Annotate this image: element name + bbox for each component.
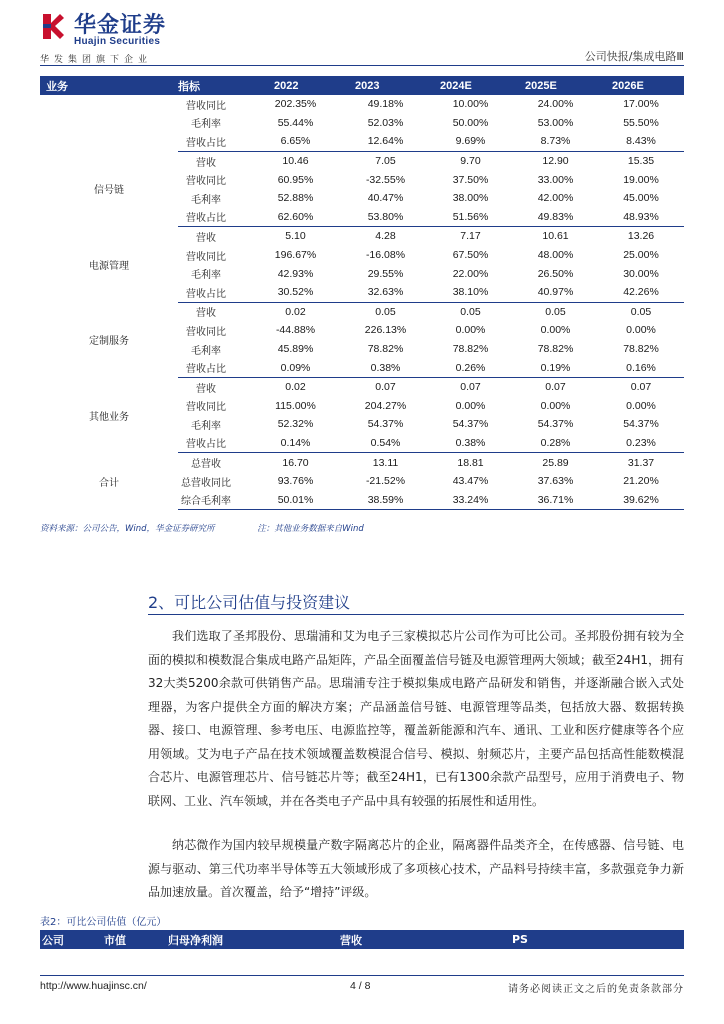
value-cell: 26.50% bbox=[537, 267, 574, 280]
value-cell: 54.37% bbox=[452, 418, 489, 431]
value-cell: 12.90 bbox=[542, 155, 569, 168]
value-cell: 18.81 bbox=[457, 456, 484, 469]
value-cell: 54.37% bbox=[367, 418, 404, 431]
value-cell: 0.00% bbox=[626, 399, 656, 412]
valuation-table bbox=[40, 930, 684, 949]
value-cell: 0.05 bbox=[460, 305, 481, 318]
value-cell: 55.44% bbox=[277, 116, 314, 129]
value-cell: 0.00% bbox=[540, 399, 571, 412]
value-cell: 53.00% bbox=[537, 116, 574, 129]
value-cell: 52.88% bbox=[277, 192, 314, 205]
metric-cell: 营收同比 bbox=[186, 251, 226, 263]
metric-cell: 营收 bbox=[196, 383, 216, 395]
value-cell: 0.07 bbox=[630, 381, 652, 394]
value-cell: 45.89% bbox=[277, 343, 314, 356]
value-cell: 25.89 bbox=[542, 456, 569, 469]
metric-cell: 营收同比 bbox=[186, 326, 226, 338]
value-cell: 0.09% bbox=[248, 358, 343, 377]
value-cell: 0.00% bbox=[455, 324, 486, 337]
value-cell: 10.61 bbox=[542, 230, 569, 243]
col-header-2023: 2023 bbox=[343, 76, 428, 95]
value-cell: 78.82% bbox=[537, 343, 574, 356]
value-cell: 43.47% bbox=[452, 475, 489, 488]
value-cell: 0.07 bbox=[375, 381, 396, 394]
col-header-2026e: 2026E bbox=[598, 76, 684, 95]
value-cell: 30.00% bbox=[623, 267, 659, 280]
col-header-2025e: 2025E bbox=[513, 76, 598, 95]
table-row bbox=[40, 95, 684, 114]
section-title: 2、可比公司估值与投资建议 bbox=[148, 593, 351, 612]
value-cell: 6.65% bbox=[248, 132, 343, 151]
value-cell: 8.43% bbox=[598, 132, 684, 151]
segment-cell: 定制服务 bbox=[89, 336, 129, 348]
value-cell: 52.03% bbox=[367, 116, 404, 129]
value-cell: 9.70 bbox=[460, 155, 481, 168]
value-cell: 33.24% bbox=[428, 490, 513, 509]
paragraph-comparables: 我们选取了圣邦股份、思瑞浦和艾为电子三家模拟芯片公司作为可比公司。圣邦股份拥有较为全面的模拟和模数混合集成电路产品矩阵，产品全面覆盖信号链及电源管理两大领域；截至24H1，拥有32大类5200余款可供销售产品。思瑞浦专注于模拟集成电路产品研发和销售，并逐渐融合嵌入式处理器，为客户提供全方面的解决方案；产品涵盖信号链、电源管理等品类，包括放大器、数据转换器、接口、电源管理、参考电压、电源监控等，覆盖新能源和汽车、通讯、工业和医疗健康等各个应用领域。艾为电子产品在技术领域覆盖数模混合信号、模拟、射频芯片，主要产品包括高性能数模混合芯片、电源管理芯片、信号链芯片等；截至24H1，已有1300余款产品型号，应用于消费电子、物联网、工业、汽车领域，并在各类电子产品中具有较强的拓展性和适用性。 bbox=[148, 629, 684, 808]
value-cell: 37.63% bbox=[537, 475, 574, 488]
value-cell: 42.93% bbox=[277, 267, 314, 280]
table-header-row bbox=[40, 76, 684, 95]
value-cell: 0.14% bbox=[248, 434, 343, 453]
value-cell: 36.71% bbox=[513, 490, 598, 509]
value-cell: 78.82% bbox=[452, 343, 489, 356]
value-cell: 38.10% bbox=[428, 283, 513, 302]
value-cell: 22.00% bbox=[452, 267, 489, 280]
value-cell: 115.00% bbox=[275, 399, 316, 412]
col-header-market-cap: 市值 bbox=[102, 930, 166, 949]
value-cell: 45.00% bbox=[623, 192, 659, 205]
metric-cell: 营收 bbox=[196, 308, 216, 320]
metric-cell: 营收占比 bbox=[178, 434, 248, 453]
segment-cell: 电源管理 bbox=[89, 260, 129, 272]
value-cell: 0.05 bbox=[375, 305, 396, 318]
segment-cell: 合计 bbox=[99, 477, 119, 489]
page-number: 4 / 8 bbox=[350, 980, 371, 992]
metric-cell: 营收占比 bbox=[178, 283, 248, 302]
value-cell: 0.00% bbox=[540, 324, 571, 337]
value-cell: 0.02 bbox=[285, 305, 306, 318]
table2-title: 表2：可比公司估值（亿元） bbox=[40, 917, 167, 928]
table2-header-row bbox=[40, 930, 684, 949]
value-cell: 37.50% bbox=[452, 173, 489, 186]
value-cell: 0.23% bbox=[598, 434, 684, 453]
value-cell: 19.00% bbox=[623, 173, 659, 186]
value-cell: 10.46 bbox=[282, 155, 309, 168]
value-cell: 78.82% bbox=[367, 343, 404, 356]
group-affiliation: 华发集团旗下企业 bbox=[40, 55, 153, 65]
value-cell: 48.00% bbox=[537, 249, 574, 262]
value-cell: 0.02 bbox=[285, 381, 306, 394]
value-cell: 38.59% bbox=[343, 490, 428, 509]
value-cell: 55.50% bbox=[623, 116, 659, 129]
value-cell: 49.83% bbox=[513, 208, 598, 227]
table-row bbox=[40, 453, 684, 472]
value-cell: 21.20% bbox=[623, 475, 659, 488]
metric-cell: 毛利率 bbox=[191, 270, 221, 282]
value-cell: 62.60% bbox=[248, 208, 343, 227]
value-cell: 13.26 bbox=[627, 230, 655, 243]
col-header-ps: PS bbox=[510, 930, 684, 949]
value-cell: 204.27% bbox=[364, 399, 407, 412]
header-divider bbox=[40, 65, 684, 66]
value-cell: 42.26% bbox=[598, 283, 684, 302]
brand-name-cn: 华金证券 bbox=[74, 13, 167, 38]
value-cell: 196.67% bbox=[274, 249, 317, 262]
value-cell: 50.00% bbox=[452, 116, 489, 129]
metric-cell: 总营收同比 bbox=[181, 477, 231, 489]
value-cell: 0.38% bbox=[428, 434, 513, 453]
value-cell: 0.07 bbox=[460, 381, 481, 394]
value-cell: 0.05 bbox=[545, 305, 566, 318]
value-cell: 4.28 bbox=[375, 230, 396, 243]
value-cell: 33.00% bbox=[537, 173, 574, 186]
footer-url: http://www.huajinsc.cn/ bbox=[40, 980, 147, 992]
page-header bbox=[40, 8, 684, 64]
table-row bbox=[40, 227, 684, 246]
value-cell: 40.97% bbox=[513, 283, 598, 302]
metric-cell: 营收 bbox=[196, 232, 216, 244]
value-cell: 52.32% bbox=[277, 418, 314, 431]
segment-cell bbox=[40, 95, 178, 151]
value-cell: 51.56% bbox=[428, 208, 513, 227]
value-cell: 29.55% bbox=[367, 267, 404, 280]
col-header-net-profit: 归母净利润 bbox=[166, 930, 338, 949]
value-cell: 30.52% bbox=[248, 283, 343, 302]
metric-cell: 毛利率 bbox=[191, 345, 221, 357]
value-cell: 9.69% bbox=[428, 132, 513, 151]
value-cell: 0.26% bbox=[428, 358, 513, 377]
col-header-segment: 业务 bbox=[40, 76, 178, 95]
col-header-revenue: 营收 bbox=[338, 930, 510, 949]
value-cell: 39.62% bbox=[598, 490, 684, 509]
brand-name-en: Huajin Securities bbox=[74, 36, 161, 47]
value-cell: 5.10 bbox=[285, 230, 306, 243]
segment-cell: 信号链 bbox=[94, 185, 124, 197]
metric-cell: 营收占比 bbox=[178, 358, 248, 377]
value-cell: 0.54% bbox=[343, 434, 428, 453]
value-cell: 31.37 bbox=[627, 456, 655, 469]
metric-cell: 营收同比 bbox=[186, 100, 226, 112]
metric-cell: 营收占比 bbox=[178, 132, 248, 151]
table-source-note bbox=[40, 522, 684, 534]
value-cell: 54.37% bbox=[537, 418, 574, 431]
col-header-2022: 2022 bbox=[248, 76, 343, 95]
value-cell: -32.55% bbox=[365, 173, 406, 186]
value-cell: 0.38% bbox=[343, 358, 428, 377]
value-cell: 17.00% bbox=[623, 98, 659, 111]
value-cell: 38.00% bbox=[452, 192, 489, 205]
value-cell: 202.35% bbox=[274, 98, 317, 111]
value-cell: 7.05 bbox=[375, 155, 396, 168]
metric-cell: 毛利率 bbox=[191, 119, 221, 131]
value-cell: -21.52% bbox=[365, 475, 406, 488]
col-header-2024e: 2024E bbox=[428, 76, 513, 95]
value-cell: 0.16% bbox=[598, 358, 684, 377]
metric-cell: 营收占比 bbox=[178, 208, 248, 227]
value-cell: 16.70 bbox=[282, 456, 309, 469]
value-cell: 10.00% bbox=[452, 98, 489, 111]
value-cell: 0.19% bbox=[513, 358, 598, 377]
extra-note: 注：其他业务数据来自Wind bbox=[257, 524, 364, 534]
value-cell: 54.37% bbox=[623, 418, 659, 431]
metric-cell: 毛利率 bbox=[191, 420, 221, 432]
huajin-logo-icon bbox=[40, 10, 66, 42]
metric-cell: 综合毛利率 bbox=[178, 490, 248, 509]
value-cell: 42.00% bbox=[537, 192, 574, 205]
table-row bbox=[40, 151, 684, 170]
value-cell: 49.18% bbox=[367, 98, 404, 111]
value-cell: -44.88% bbox=[275, 324, 316, 337]
table-row bbox=[40, 377, 684, 396]
section-divider bbox=[148, 614, 684, 615]
value-cell: 78.82% bbox=[623, 343, 659, 356]
value-cell: 48.93% bbox=[598, 208, 684, 227]
value-cell: 13.11 bbox=[372, 456, 399, 469]
value-cell: 50.01% bbox=[248, 490, 343, 509]
value-cell: 12.64% bbox=[343, 132, 428, 151]
paragraph-rating: 纳芯微作为国内较早规模量产数字隔离芯片的企业，隔离器件品类齐全，在传感器、信号链、电源与驱动、第三代功率半导体等五大领域形成了多项核心技术，产品料号持续丰富，多款强竞争力新品加速放量。首次覆盖，给予“增持”评级。 bbox=[148, 838, 684, 899]
report-type: 公司快报/集成电路Ⅲ bbox=[584, 50, 684, 63]
metric-cell: 毛利率 bbox=[191, 194, 221, 206]
value-cell: 67.50% bbox=[452, 249, 489, 262]
value-cell: 0.28% bbox=[513, 434, 598, 453]
value-cell: 24.00% bbox=[537, 98, 574, 111]
col-header-company: 公司 bbox=[40, 930, 102, 949]
value-cell: -16.08% bbox=[365, 249, 406, 262]
metric-cell: 总营收 bbox=[191, 459, 221, 471]
value-cell: 0.00% bbox=[455, 399, 486, 412]
footer-divider bbox=[40, 975, 684, 976]
value-cell: 40.47% bbox=[367, 192, 404, 205]
value-cell: 53.80% bbox=[343, 208, 428, 227]
metric-cell: 营收同比 bbox=[186, 176, 226, 188]
value-cell: 0.00% bbox=[626, 324, 656, 337]
segment-cell: 其他业务 bbox=[89, 411, 129, 423]
value-cell: 32.63% bbox=[343, 283, 428, 302]
source-note: 资料来源：公司公告，Wind，华金证券研究所 bbox=[40, 524, 215, 534]
footer-disclaimer: 请务必阅读正文之后的免责条款部分 bbox=[508, 984, 684, 995]
value-cell: 0.05 bbox=[630, 305, 652, 318]
table-row bbox=[40, 302, 684, 321]
value-cell: 7.17 bbox=[460, 230, 481, 243]
value-cell: 93.76% bbox=[277, 475, 314, 488]
value-cell: 0.07 bbox=[545, 381, 566, 394]
value-cell: 226.13% bbox=[364, 324, 407, 337]
value-cell: 8.73% bbox=[513, 132, 598, 151]
col-header-metric: 指标 bbox=[178, 76, 248, 95]
metric-cell: 营收同比 bbox=[186, 402, 226, 414]
metric-cell: 营收 bbox=[196, 157, 216, 169]
forecast-table bbox=[40, 76, 684, 510]
value-cell: 15.35 bbox=[627, 155, 655, 168]
value-cell: 60.95% bbox=[277, 173, 314, 186]
value-cell: 25.00% bbox=[623, 249, 659, 262]
